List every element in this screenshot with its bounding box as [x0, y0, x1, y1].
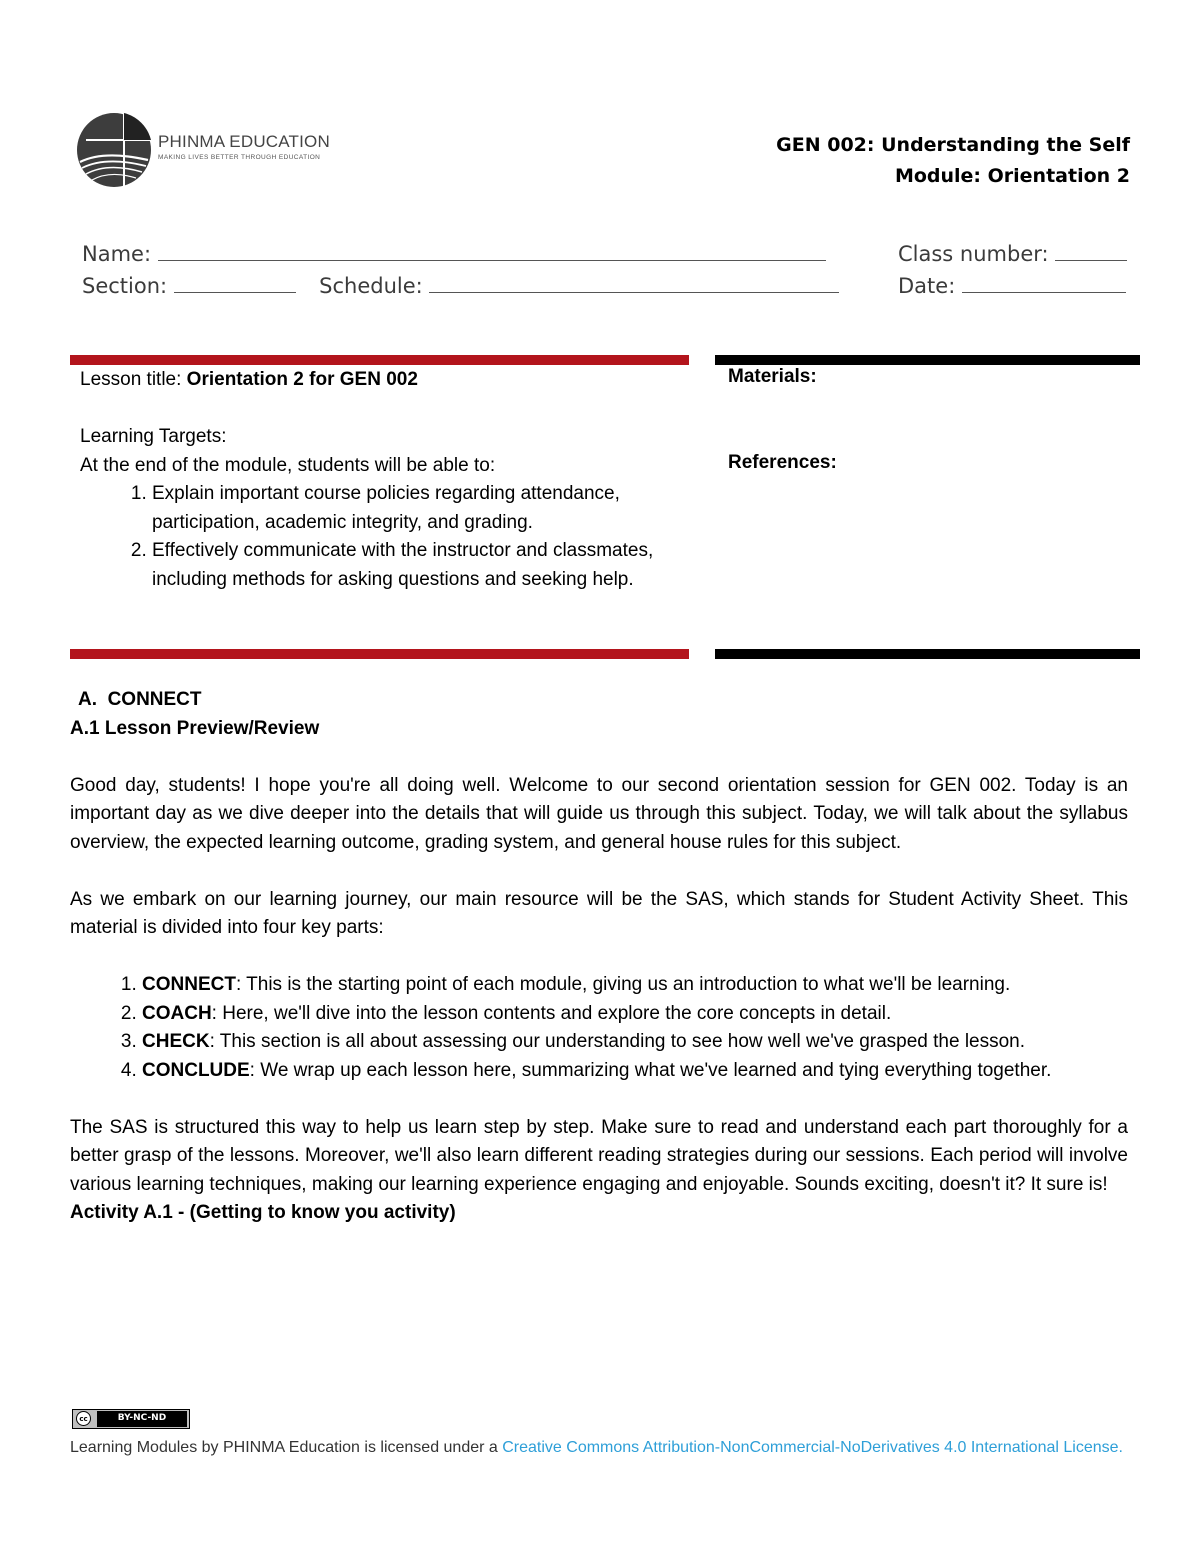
course-title: GEN 002: Understanding the Self [776, 134, 1130, 156]
phinma-globe-icon [74, 110, 154, 190]
license-footer [70, 1436, 1128, 1460]
lesson-title-label: Lesson title: [80, 369, 187, 390]
learning-targets-list [80, 480, 690, 594]
cc-badge-text: BY-NC-ND [97, 1411, 187, 1427]
lesson-box [80, 366, 690, 594]
intro-paragraph: Good day, students! I hope you're all doing well. Welcome to our second orientation session for GEN 002. Today is an important day as we dive deeper into the details that will guide us through this subject. Today, we will talk about the syllabus overview, the expected learning outcome, grading system, and general house rules for this subject. [70, 774, 1128, 853]
section-label: Section: [82, 274, 168, 298]
sas-part-item [142, 1057, 1128, 1086]
sas-part-item [142, 971, 1128, 1000]
lesson-title-value: Orientation 2 for GEN 002 [186, 369, 418, 390]
section-row [82, 272, 839, 298]
phinma-logo [74, 110, 344, 190]
sas-part-desc: : We wrap up each lesson here, summarizing what we've learned and tying everything together. [249, 1059, 1052, 1081]
date-field[interactable] [962, 272, 1126, 293]
schedule-label: Schedule: [319, 274, 423, 298]
learning-target-item: 2. Effectively communicate with the instructor and classmates, including methods for asking questions and seeking help. [152, 537, 690, 594]
schedule-field[interactable] [429, 272, 839, 293]
license-link[interactable]: Creative Commons Attribution-NonCommercial-NoDerivatives 4.0 International License [502, 1439, 1119, 1456]
name-label: Name: [82, 242, 152, 266]
sas-part-desc: : This section is all about assessing our understanding to see how well we've grasped the lesson. [209, 1031, 1026, 1052]
learning-targets-intro: At the end of the module, students will be able to: [80, 454, 496, 476]
sub-heading: A.1 Lesson Preview/Review [70, 717, 320, 739]
sas-parts-list [70, 971, 1128, 1085]
module-title: Module: Orientation 2 [894, 165, 1130, 187]
class-number-label: Class number: [898, 242, 1049, 266]
activity-heading: Activity A.1 - (Getting to know you activity) [70, 1202, 456, 1223]
sas-part-desc: : Here, we'll dive into the lesson contents and explore the core concepts in detail. [211, 1002, 892, 1024]
lesson-bottom-bar [70, 649, 689, 659]
learning-target-item: 1. Explain important course policies regarding attendance, participation, academic integrity, and grading. [152, 480, 690, 537]
cc-icon: cc [76, 1411, 91, 1426]
lesson-top-bar [70, 355, 689, 365]
license-end: . [1118, 1439, 1123, 1456]
sas-part-desc: : This is the starting point of each module, giving us an introduction to what we'll be learning. [235, 974, 1011, 995]
sas-part-name: CHECK [142, 1031, 210, 1052]
connect-section [70, 686, 1128, 1228]
section-heading-text: CONNECT [107, 689, 202, 710]
cc-license-badge[interactable] [72, 1409, 190, 1429]
structure-paragraph: The SAS is structured this way to help us learn step by step. Make sure to read and understand each part thoroughly for a better grasp of the lessons. Moreover, we'll also learn different reading strategies during our sessions. Each period will involve various learning techniques, making our learning experience engaging and enjoyable. Sounds exciting, doesn't it? It sure is! [70, 1116, 1128, 1195]
date-row [898, 272, 1126, 298]
logo-name: PHINMA EDUCATION [158, 132, 330, 151]
logo-tagline: MAKING LIVES BETTER THROUGH EDUCATION [158, 154, 321, 161]
sas-part-item [142, 1000, 1128, 1029]
section-field[interactable] [174, 272, 296, 293]
materials-bottom-bar [715, 649, 1140, 659]
sas-part-item [142, 1028, 1128, 1057]
sas-part-name: CONNECT [142, 974, 236, 995]
date-label: Date: [898, 274, 956, 298]
section-letter: A. [78, 689, 97, 710]
sas-part-name: CONCLUDE [142, 1059, 250, 1081]
course-header [776, 130, 1130, 192]
sas-paragraph: As we embark on our learning journey, our main resource will be the SAS, which stands for Student Activity Sheet. This material is divided into four key parts: [70, 888, 1128, 938]
references-label: References: [728, 452, 837, 473]
class-number-row [898, 240, 1127, 266]
license-text: Learning Modules by PHINMA Education is licensed under a [70, 1439, 503, 1456]
name-row [82, 240, 826, 266]
section-heading [70, 686, 1128, 715]
learning-targets-label: Learning Targets: [80, 426, 227, 447]
materials-top-bar [715, 355, 1140, 365]
name-field[interactable] [158, 240, 826, 261]
materials-label: Materials: [728, 366, 817, 387]
sas-part-name: COACH [142, 1002, 212, 1024]
lesson-title [80, 366, 690, 395]
class-number-field[interactable] [1055, 240, 1127, 261]
